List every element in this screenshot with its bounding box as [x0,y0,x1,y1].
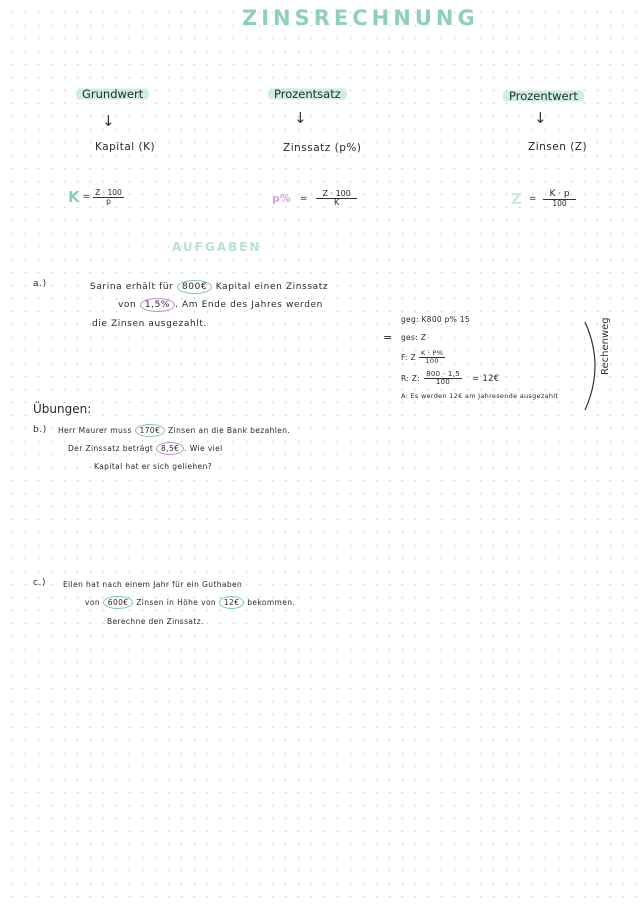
term-zinsen: Zinsen (Z) [528,141,588,153]
formula-lhs: Z [511,190,522,209]
numerator: 800 · 1,5 [426,370,460,378]
numerator: Z · 100 [95,187,122,197]
amount-highlight: 800€ [177,280,212,294]
task-a-label: a.) [33,279,47,289]
header-grundwert: Grundwert [76,86,149,102]
arrow-down-icon: ↓ [102,112,115,130]
header-prozentwert: Prozentwert [503,88,584,104]
fraction [93,189,124,206]
formula-lhs: K [68,188,80,206]
task-b-line1 [58,426,290,435]
task-a-line1 [90,282,328,292]
equals-sign: = [299,193,308,204]
section-uebungen: Übungen: [33,402,92,416]
equals-sign: = [528,194,537,205]
task-b-line3: Kapital hat er sich geliehen? [94,462,213,471]
arrow-down-icon: ↓ [534,109,547,127]
text: Kapital einen Zinssatz [215,282,329,292]
result: = 12€ [471,373,500,384]
amount-highlight: 170€ [135,424,166,437]
task-c-line1: Eilen hat nach einem Jahr für ein Guthaben [63,580,243,589]
denominator: 100 [552,199,567,209]
task-b-line2 [68,444,223,453]
denominator: K [334,198,340,208]
solution-formula [401,350,445,365]
interest-highlight: 12€ [219,596,245,609]
fraction [419,350,445,365]
task-a-line2 [118,300,323,310]
denominator: p [106,196,111,206]
text: bekommen. [247,598,296,607]
page-title: ZINSRECHNUNG [242,6,479,30]
fraction [424,371,462,387]
task-a-line3: die Zinsen ausgezahlt. [92,319,207,329]
solution-calculation [401,371,500,387]
task-c-label: c.) [33,578,47,588]
formula-zinsen [511,190,576,208]
numerator: Z · 100 [316,190,356,199]
term-kapital: Kapital (K) [95,141,156,153]
text: von [85,598,100,607]
task-b-label: b.) [33,425,47,435]
rate-highlight: 1,5% [140,298,175,312]
formula-zinssatz [272,190,357,208]
rate-highlight: 8,5€ [156,442,184,455]
text: F: Z [401,352,416,362]
side-label-rechenweg: Rechenweg [600,317,611,375]
text: von [118,300,137,310]
equals-sign: = [82,192,91,202]
formula-kapital [68,188,124,206]
solution-answer: A: Es werden 12€ am Jahresende ausgezahlt [401,392,559,400]
term-zinssatz: Zinssatz (p%) [283,142,362,154]
formula-lhs: p% [272,192,291,206]
text: . Am Ende des Jahres werden [175,300,323,310]
text: Zinsen an die Bank bezahlen. [168,426,291,435]
solution-sought: ges: Z [401,333,427,342]
fraction [316,190,356,208]
header-prozentsatz: Prozentsatz [268,86,347,102]
capital-highlight: 600€ [103,596,134,609]
numerator: K · P% [420,349,444,357]
section-aufgaben: AUFGABEN [172,240,262,254]
fraction [543,190,575,208]
denominator: 100 [435,378,451,387]
text: Der Zinssatz beträgt [68,444,154,453]
task-c-line3: Berechne den Zinssatz. [107,617,204,626]
solution-given: geg: K800 p% 15 [401,315,470,324]
numerator: K · p [543,190,575,200]
text: Sarina erhält für [90,282,174,292]
solution-equals: = [383,331,393,344]
text: Herr Maurer muss [58,426,132,435]
text: . Wie viel [184,444,223,453]
text: R: Z: [401,374,421,384]
arrow-down-icon: ↓ [294,109,307,127]
text: Zinsen in Höhe von [136,598,217,607]
denominator: 100 [425,356,439,365]
task-c-line2 [85,598,295,607]
